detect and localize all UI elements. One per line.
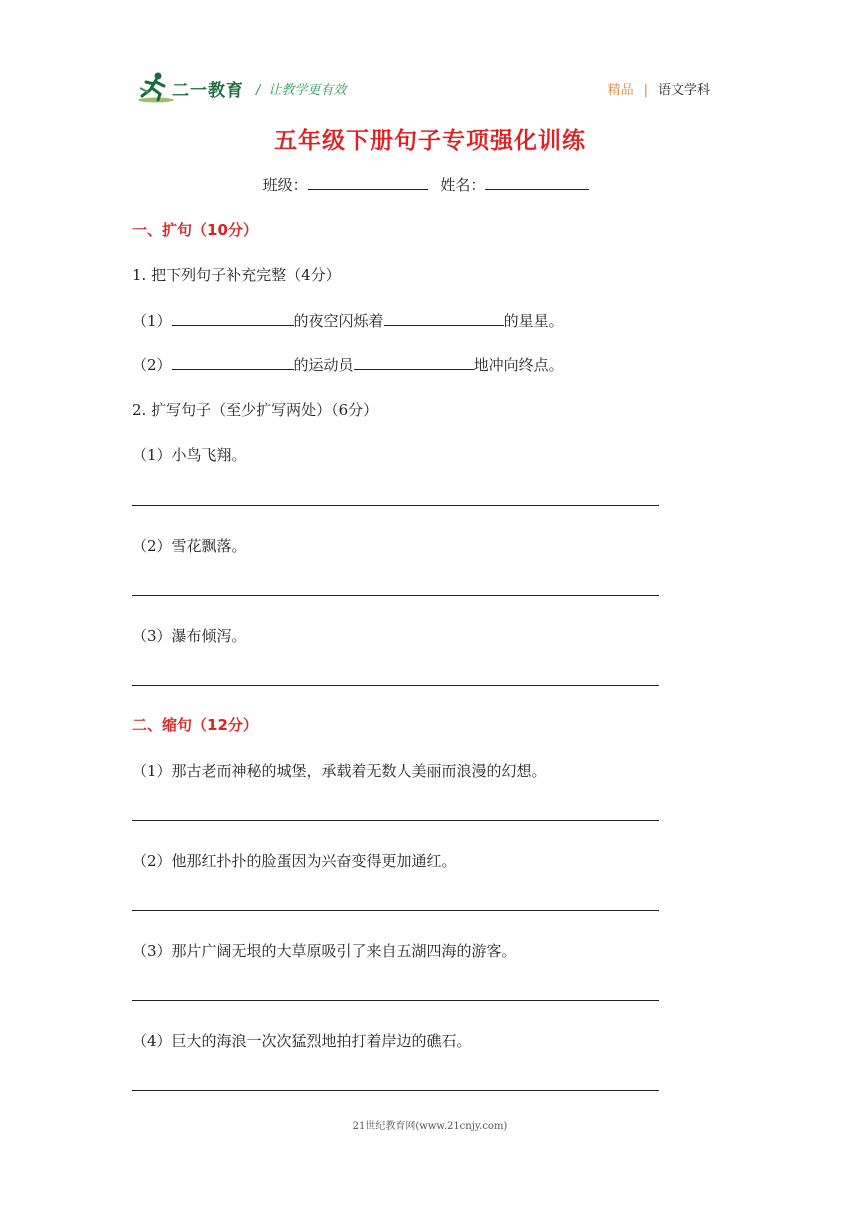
shorten-item: （3）那片广阔无垠的大草原吸引了来自五湖四海的游客。: [132, 942, 517, 960]
fill-item: [132, 354, 564, 375]
footer-text: 21世纪教育网(www.21cnjy.com): [352, 1121, 508, 1132]
answer-line[interactable]: [132, 1000, 659, 1001]
answer-line[interactable]: [132, 595, 659, 596]
question-prompt: 2. 扩写句子（至少扩写两处）（6分）: [132, 401, 379, 419]
shorten-item: （4）巨大的海浪一次次猛烈地拍打着岸边的礁石。: [132, 1032, 472, 1050]
question-prompt: 1. 把下列句子补充完整（4分）: [132, 266, 341, 284]
answer-line[interactable]: [132, 910, 659, 911]
fill-blank[interactable]: [384, 311, 504, 326]
section-heading: 二、缩句（12分）: [132, 716, 258, 734]
answer-line[interactable]: [132, 685, 659, 686]
answer-line[interactable]: [132, 505, 659, 506]
shorten-item: （1）那古老而神秘的城堡，承载着无数人美丽而浪漫的幻想。: [132, 762, 547, 780]
section-heading: 一、扩句（10分）: [132, 221, 258, 239]
item-text: 的运动员: [293, 356, 354, 374]
logo-text: 二一教育: [172, 81, 244, 101]
expand-item: （2）雪花飘落。: [132, 537, 247, 555]
expand-item: （1）小鸟飞翔。: [132, 446, 247, 464]
item-number: （1）: [132, 312, 172, 330]
answer-line[interactable]: [132, 1090, 659, 1091]
expand-item: （3）瀑布倾泻。: [132, 627, 247, 645]
fill-blank[interactable]: [172, 355, 294, 370]
subject-label: 语文学科: [657, 83, 710, 98]
student-info: [0, 174, 860, 195]
shorten-item: （2）他那红扑扑的脸蛋因为兴奋变得更加通红。: [132, 852, 457, 870]
header-right: [608, 79, 710, 98]
slogan-text: 让教学更有效: [268, 83, 347, 98]
item-text: 地冲向终点。: [473, 356, 564, 374]
item-text: 的夜空闪烁着: [293, 312, 384, 330]
item-number: （2）: [132, 356, 172, 374]
slogan: [256, 79, 346, 98]
header-separator: |: [643, 83, 648, 98]
tag-label: 精品: [607, 83, 634, 98]
answer-line[interactable]: [132, 820, 659, 821]
page-title: 五年级下册句子专项强化训练: [274, 128, 586, 154]
fill-item: [132, 310, 564, 331]
slogan-slash: /: [256, 83, 261, 98]
fill-blank[interactable]: [354, 355, 474, 370]
name-blank[interactable]: [485, 175, 589, 190]
item-text: 的星星。: [503, 312, 564, 330]
name-label: 姓名：: [440, 176, 486, 194]
fill-blank[interactable]: [172, 311, 294, 326]
class-label: 班级：: [262, 176, 308, 194]
class-blank[interactable]: [308, 175, 428, 190]
